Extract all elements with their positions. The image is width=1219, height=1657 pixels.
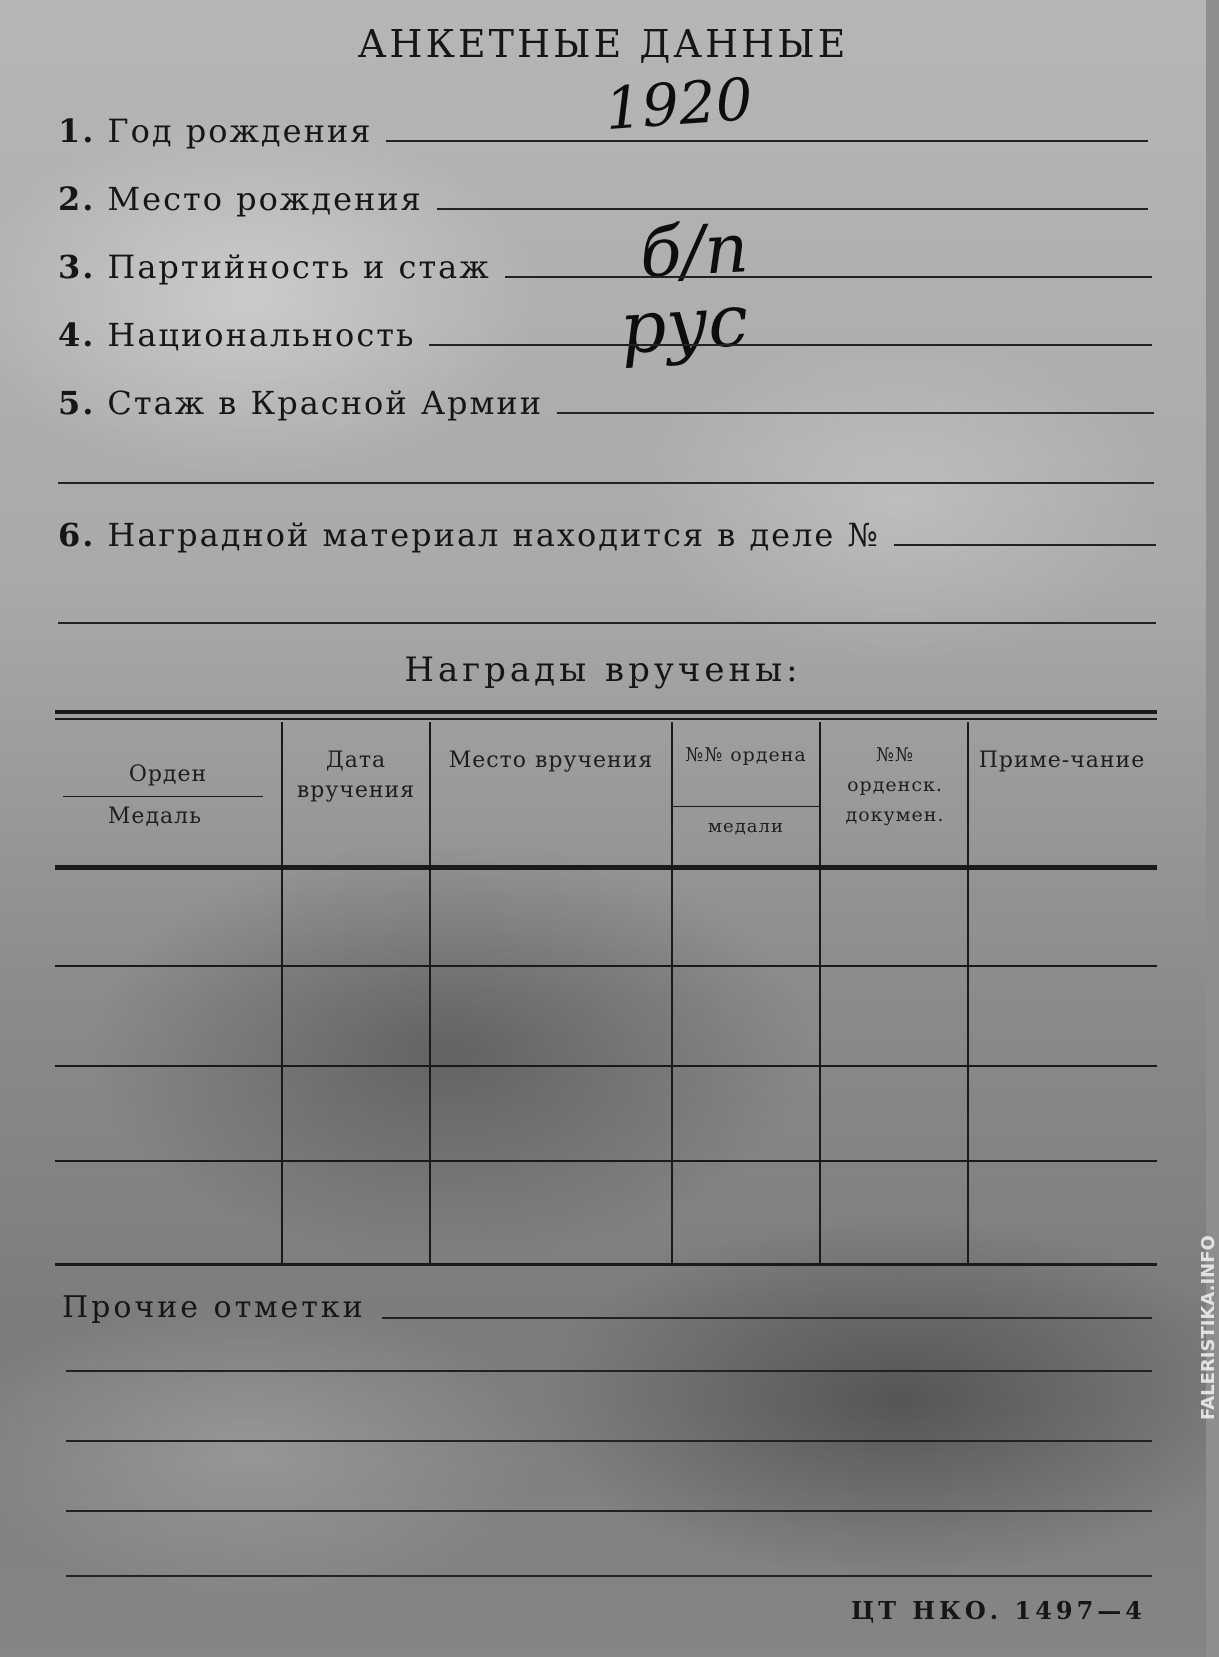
table-column-divider — [671, 722, 673, 1265]
table-column-divider — [281, 722, 283, 1265]
table-header-rule — [55, 865, 1157, 870]
header-order-number: №№ ордена — [685, 744, 807, 766]
table-row-divider — [55, 1065, 1157, 1067]
header-notes: Приме-чание — [978, 748, 1146, 773]
field-label: Год рождения — [107, 112, 373, 150]
print-code: ЦТ НКО. 1497—4 — [850, 1596, 1146, 1625]
header-document-number: №№ орденск. докумен. — [845, 744, 945, 826]
field-nationality: 4. Национальность — [58, 316, 1152, 354]
field-label: Место рождения — [107, 180, 423, 218]
field-label: Партийность и стаж — [107, 248, 491, 286]
handwritten-nationality: рус — [617, 277, 751, 371]
table-column-divider — [819, 722, 821, 1265]
field-party: 3. Партийность и стаж — [58, 248, 1152, 286]
table-column-divider — [967, 722, 969, 1265]
table-column-divider — [429, 722, 431, 1265]
fill-line — [894, 544, 1156, 546]
field-label: Национальность — [107, 316, 416, 354]
fill-line — [437, 208, 1148, 210]
fill-line-continuation — [58, 482, 1154, 484]
other-marks-label: Прочие отметки — [62, 1290, 366, 1325]
fill-line — [66, 1575, 1152, 1577]
fill-line — [505, 276, 1152, 278]
table-row-divider — [55, 1160, 1157, 1162]
awards-heading: Награды вручены: — [404, 650, 802, 690]
header-order: Орден — [128, 762, 208, 787]
fill-line-continuation — [58, 622, 1156, 624]
header-split — [63, 796, 263, 797]
field-birth-year: 1. Год рождения — [58, 112, 1148, 150]
field-birth-place: 2. Место рождения — [58, 180, 1148, 218]
header-award-place: Место вручения — [448, 748, 654, 773]
fill-line — [66, 1440, 1152, 1442]
page-title: АНКЕТНЫЕ ДАННЫЕ — [357, 22, 849, 66]
field-label: Наградной материал находится в деле № — [107, 516, 880, 554]
handwritten-birth-year: 1920 — [602, 64, 755, 144]
table-rule — [55, 718, 1157, 720]
header-split — [673, 806, 819, 807]
fill-line — [429, 344, 1152, 346]
table-rule — [55, 710, 1157, 714]
header-medal: Медаль — [107, 804, 203, 829]
field-army-service: 5. Стаж в Красной Армии — [58, 384, 1154, 422]
field-award-file: 6. Наградной материал находится в деле № — [58, 516, 1156, 554]
table-bottom-rule — [55, 1263, 1157, 1266]
fill-line — [382, 1317, 1152, 1319]
header-medal-number: медали — [708, 816, 784, 837]
awards-table — [55, 710, 1157, 1265]
field-label: Стаж в Красной Армии — [107, 384, 544, 422]
fill-line — [66, 1370, 1152, 1372]
header-award-date: Дата вручения — [296, 748, 416, 803]
handwritten-party: б/п — [638, 209, 751, 294]
other-marks-field — [62, 1290, 1152, 1325]
fill-line — [386, 140, 1148, 142]
fill-line — [66, 1510, 1152, 1512]
fill-line — [557, 412, 1154, 414]
table-row-divider — [55, 965, 1157, 967]
watermark-text: FALERISTIKA.INFO — [1198, 1235, 1219, 1420]
